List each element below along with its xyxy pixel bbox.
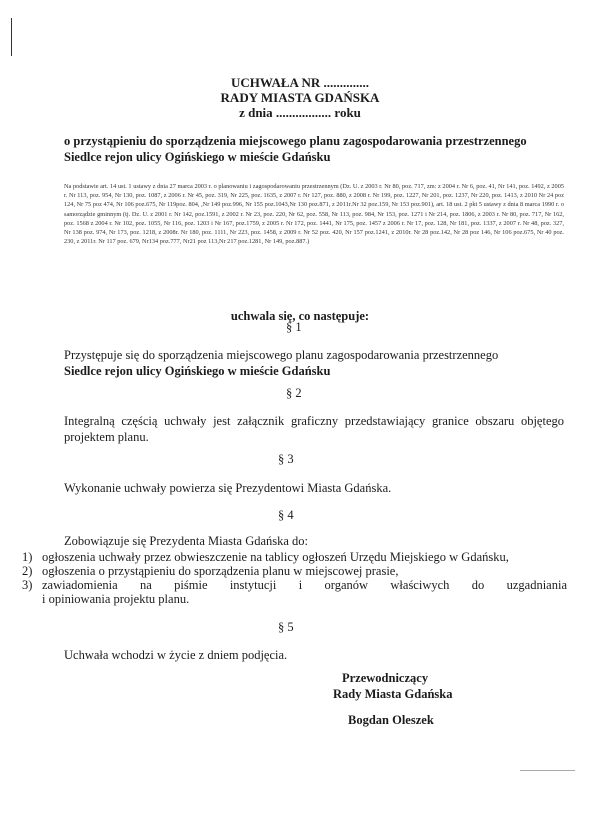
section-5-text: Uchwała wchodzi w życie z dniem podjęcia. (64, 648, 288, 662)
legal-basis: Na podstawie art. 14 ust. 1 ustawy z dnia 27 marca 2003 r. o planowaniu i zagospodarowaniu przestrzennym (Dz. U. z 2003 r. Nr 80, poz. 717, zm: z 2004 r. Nr 6, poz. 41, Nr 141, poz. 1492, z 2005 r. Nr 113, poz. 954, Nr 130, poz. 1087, z 2006 r. Nr 45, poz. 319, Nr 225, poz. 1635, z 2007 r. Nr 127, poz. 880, z 2008 r. Nr 199, poz. 1227, Nr 201, poz. 1237, Nr 220, poz. 1413, z 2010 Nr 24 poz 124, Nr 75 poz 474, Nr 106 poz.675, Nr 119poz. 804, ,Nr 149 poz.996, Nr 155 poz.1043,Nr 130 poz.871, z 2011r.Nr 32 poz.159, Nr 153 poz.901), art. 18 ust. 2 pkt 5 ustawy z dnia 8 marca 1990 r. o samorządzie gminnym (tj. Dz. U. z 2001 r. Nr 142, poz.1591, z 2002 r. Nr 23, poz. 220, Nr 62, poz. 558, Nr 113, poz. 984, Nr 153, poz. 1271 i Nr 214, poz. 1806, z 2003 r. Nr 80, poz. 717, Nr 162, poz. 1568 z 2004 r. Nr 102, poz. 1055, Nr 116, poz. 1203 i Nr 167, poz.1759, z 2005 r. Nr 172, poz. 1441, Nr 175, poz. 1457 z 2006 r. Nr 17, poz. 128, Nr 181, poz. 1337, z 2007 r. Nr 48, poz. 327, Nr 138 poz. 974, Nr 173, poz. 1218, z 2008r. Nr 180, poz. 1111, Nr 223, poz. 1458, z 2009 r. Nr 52 poz. 420, Nr 157 poz.1241, z 2010r. Nr 28 poz.142, Nr 28 poz 146, Nr 106 poz.675, Nr 40 poz. 230, z 2011r. Nr 117 poz. 679, Nr134 poz.777, Nr21 poz 113,Nr 217 poz.1281, Nr 149, poz.887.) (64, 183, 564, 246)
resolution-title (64, 133, 564, 165)
signature-role: Przewodniczący (342, 671, 429, 685)
list-item-text: zawiadomienia na piśmie instytucji i organów właściwych do uzgadniania (42, 578, 567, 592)
section-2-heading: § 2 (286, 386, 302, 400)
resolution-date: z dnia ................. roku (239, 105, 361, 120)
section-3-heading: § 3 (278, 452, 294, 466)
list-item-number: 1) (22, 550, 33, 564)
section-3-text: Wykonanie uchwały powierza się Prezydentowi Miasta Gdańska. (64, 481, 392, 495)
divider (520, 770, 575, 771)
section-1-text (64, 347, 564, 379)
section-4-text: Zobowiązuje się Prezydenta Miasta Gdańska do: (64, 534, 309, 548)
resolves-heading: uchwala się, co następuje: (230, 309, 370, 323)
title-line-1: o przystąpieniu do sporządzenia miejscowego planu zagospodarowania przestrzennego (64, 134, 527, 148)
signature-name: Bogdan Oleszek (348, 713, 434, 727)
margin-mark (11, 18, 12, 56)
section-5-heading: § 5 (278, 620, 294, 634)
council-name: RADY MIASTA GDAŃSKA (220, 90, 380, 105)
list-item (22, 578, 567, 592)
section-1-plan-name: Siedlce rejon ulicy Ogińskiego w mieście Gdańsku (64, 364, 331, 378)
section-1-heading: § 1 (286, 320, 302, 334)
title-line-2: Siedlce rejon ulicy Ogińskiego w mieście Gdańsku (64, 150, 331, 164)
section-1-line: Przystępuje się do sporządzenia miejscowego planu zagospodarowania przestrzennego (64, 348, 499, 362)
list-item-text: ogłoszenia o przystąpieniu do sporządzenia planu w miejscowej prasie, (42, 564, 399, 578)
list-item-number: 2) (22, 564, 33, 578)
list-item (22, 550, 567, 564)
list-item-number: 3) (22, 578, 33, 592)
section-4-list (22, 550, 567, 606)
list-item-text: ogłoszenia uchwały przez obwieszczenie na tablicy ogłoszeń Urzędu Miejskiego w Gdańsku, (42, 550, 509, 564)
resolution-number: UCHWAŁA NR .............. (231, 75, 369, 90)
signature-council: Rady Miasta Gdańska (333, 687, 453, 701)
section-4-heading: § 4 (278, 508, 294, 522)
list-item-continuation: i opiniowania projektu planu. (42, 592, 190, 606)
section-2-text: Integralną częścią uchwały jest załącznik graficzny przedstawiający granice obszaru objętego projektem planu. (64, 414, 564, 444)
list-item (22, 564, 567, 578)
